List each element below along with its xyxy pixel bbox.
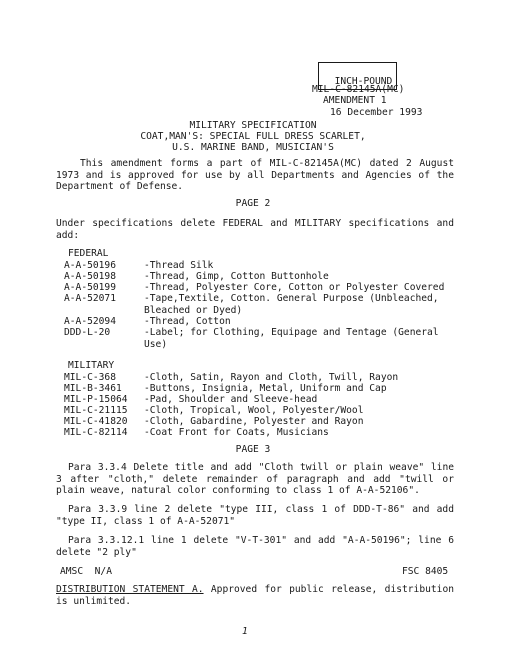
list-item [64,316,464,327]
para-3-3-12-1: Para 3.3.12.1 line 1 delete "V-T-301" and add "A-A-50196"; line 6 delete "2 ply" [56,535,454,558]
list-item [64,372,464,383]
spec-code: MIL-C-21115 [64,405,128,416]
spec-type: MILITARY SPECIFICATION [189,120,317,131]
distribution-label: DISTRIBUTION STATEMENT A. [56,584,204,595]
list-item [64,260,464,271]
list-item [64,327,464,350]
list-item [64,405,464,416]
list-item [64,282,464,293]
spec-desc: -Cloth, Tropical, Wool, Polyester/Wool [144,405,364,416]
spec-code: A-A-50196 [64,260,116,271]
amsc-code: AMSC N/A [60,566,112,577]
inch-pound-label: INCH-POUND [334,76,393,87]
spec-desc: -Buttons, Insignia, Metal, Uniform and Cap [144,383,387,394]
spec-code: A-A-50198 [64,271,116,282]
amendment-number: AMENDMENT 1 [323,95,387,106]
spec-desc: -Thread Silk [144,260,214,271]
spec-desc: -Thread, Cotton [144,316,231,327]
spec-code: MIL-C-41820 [64,416,128,427]
spec-title-line1: COAT,MAN'S: SPECIAL FULL DRESS SCARLET, [140,131,366,142]
distribution-text: Approved for public release, distribution is unlimited. [56,584,454,607]
list-item [64,394,464,405]
intro-paragraph: This amendment forms a part of MIL-C-82145A(MC) dated 2 August 1973 and is approved for use by all Departments and Agencies of the Department of Defense. [56,158,454,192]
federal-label: FEDERAL [68,248,109,259]
spec-code: MIL-B-3461 [64,383,122,394]
military-spec-list [64,372,464,438]
fsc-code: FSC 8405 [402,566,449,577]
spec-desc: -Tape,Textile, Cotton. General Purpose (Unbleached, Bleached or Dyed) [144,293,439,316]
spec-desc: -Cloth, Satin, Rayon and Cloth, Twill, Rayon [144,372,399,383]
spec-title-line2: U.S. MARINE BAND, MUSICIAN'S [172,142,334,153]
list-item [64,271,464,282]
page3-heading: PAGE 3 [235,444,271,455]
spec-code: DDD-L-20 [64,327,111,338]
list-item [64,293,464,316]
spec-desc: -Pad, Shoulder and Sleeve-head [144,394,318,405]
spec-desc: -Thread, Polyester Core, Cotton or Polyester Covered [144,282,445,293]
spec-desc: -Coat Front for Coats, Musicians [144,427,329,438]
spec-desc: -Thread, Gimp, Cotton Buttonhole [144,271,329,282]
page2-heading: PAGE 2 [235,198,271,209]
doc-number: MIL-C-82145A(MC) [312,84,405,95]
distribution-statement [56,584,454,607]
page2-instruction: Under specifications delete FEDERAL and MILITARY specifications and add: [56,218,454,241]
military-label: MILITARY [68,360,115,371]
spec-code: A-A-52094 [64,316,116,327]
para-3-3-9: Para 3.3.9 line 2 delete "type III, class 1 of DDD-T-86" and add "type II, class 1 of A-A-52071" [56,504,454,527]
spec-desc: -Label; for Clothing, Equipage and Tentage (General Use) [144,327,439,350]
doc-date: 16 December 1993 [330,107,423,118]
spec-code: A-A-50199 [64,282,116,293]
list-item [64,427,464,438]
spec-desc: -Cloth, Gabardine, Polyester and Rayon [144,416,364,427]
spec-code: MIL-P-15064 [64,394,128,405]
spec-code: MIL-C-368 [64,372,116,383]
page-number: 1 [242,626,248,637]
list-item [64,416,464,427]
spec-code: MIL-C-82114 [64,427,128,438]
para-3-3-4: Para 3.3.4 Delete title and add "Cloth twill or plain weave" line 3 after "cloth," delete remainder of paragraph and add "twill or plain weave, natural color conforming to class 1 of A-A-52106". [56,462,454,496]
spec-code: A-A-52071 [64,293,116,304]
list-item [64,383,464,394]
federal-spec-list [64,260,464,350]
